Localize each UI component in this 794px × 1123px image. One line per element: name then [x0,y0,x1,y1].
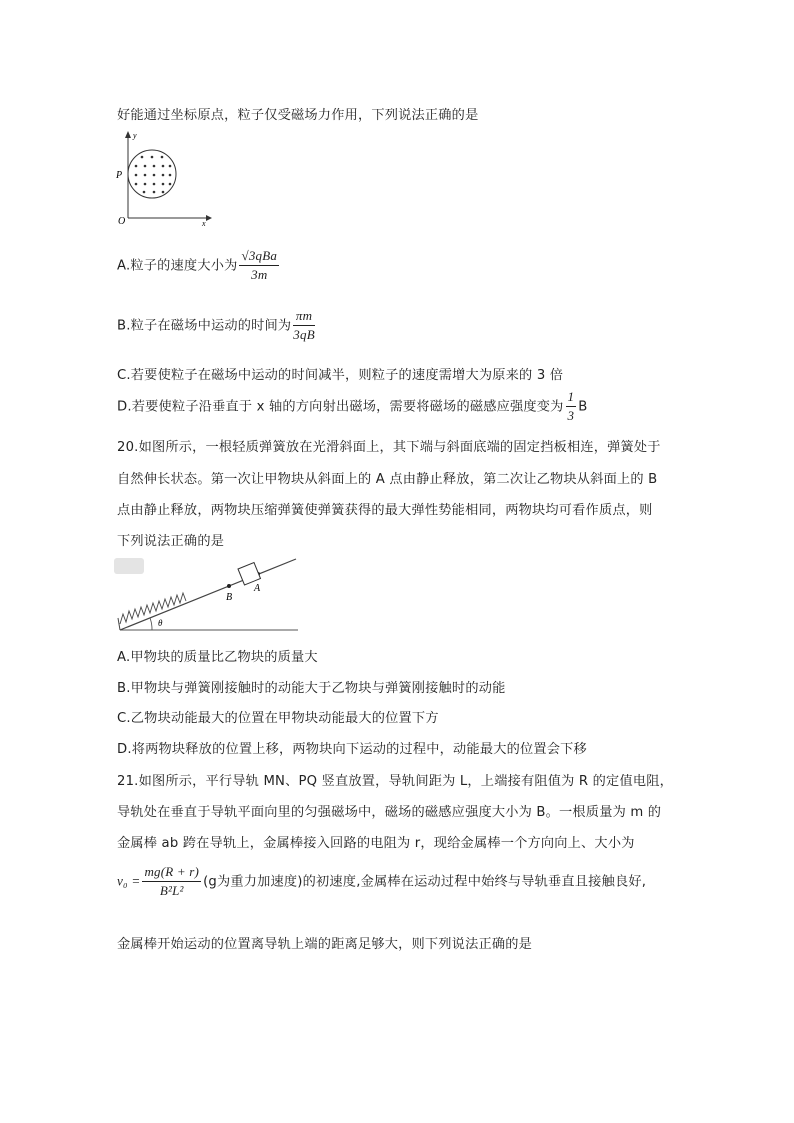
q21-formula-line [117,864,646,899]
q21-stem-line1: 21.如图所示，平行导轨 MN、PQ 竖直放置，导轨间距为 L，上端接有阻值为 R 的定值电阻， [117,774,673,789]
q19-option-b-text: B.粒子在磁场中运动的时间为 [117,318,292,334]
x-label: x [202,219,206,226]
o-label: O [118,216,126,226]
stopper [118,618,120,630]
q20-option-a: A.甲物块的质量比乙物块的质量大 [117,650,318,665]
q20-figure [112,552,302,634]
q21-v0-fraction: $\frac{mg(R + r)}{\text{B²L²}}$ [144,864,200,898]
q19-option-a-fraction: $\frac{\text{√3qBa}}{3m}$ [241,248,278,282]
q19-option-a [117,248,281,283]
point-b [227,584,231,588]
q19-option-d: D.若要使粒子沿垂直于 x 轴的方向射出磁场，需要将磁场的磁感应强度变为 $\frac{1}{3}$ B [117,389,588,423]
point-b-label: B [226,592,233,603]
q21-formula-tail: (g为重力加速度)的初速度,金属棒在运动过程中始终与导轨垂直且接触良好, [203,874,647,890]
q20-stem-line3: 点由静止释放，两物块压缩弹簧使弹簧获得的最大弹性势能相同，两物块均可看作质点，则 [117,503,653,518]
q21-v0-label: v₀ = [117,873,141,889]
q21-stem-line3: 金属棒 ab 跨在导轨上，金属棒接入回路的电阻为 r，现给金属棒一个方向向上、大小为 [117,836,635,851]
q19-option-b [117,308,317,343]
y-label: y [133,131,137,140]
field-dots [135,156,172,194]
point-a-label: A [254,583,261,594]
q20-stem-line1: 20.如图所示，一根轻质弹簧放在光滑斜面上，其下端与斜面底端的固定挡板相连，弹簧处于 [117,440,661,455]
q19-option-d-fraction: $\frac{1}{3}$ [567,389,575,423]
q20-option-c: C.乙物块动能最大的位置在甲物块动能最大的位置下方 [117,711,439,726]
q19-figure [110,128,214,226]
y-axis-arrow [125,131,131,138]
q20-stem-line4: 下列说法正确的是 [117,534,225,549]
incline [120,559,296,630]
p-label: P [116,170,123,181]
q20-stem-line2: 自然伸长状态。第一次让甲物块从斜面上的 A 点由静止释放，第二次让乙物块从斜面上的 B [117,472,658,487]
redaction-mark [114,558,144,574]
q19-option-a-text: A.粒子的速度大小为 [117,258,238,274]
q19-option-d-text: D.若要使粒子沿垂直于 x 轴的方向射出磁场，需要将磁场的磁感应强度变为 [117,399,564,415]
q20-option-d: D.将两物块释放的位置上移，两物块向下运动的过程中，动能最大的位置会下移 [117,742,587,757]
x-axis-arrow [206,215,212,221]
spring [120,593,186,624]
theta-label: θ [158,618,163,628]
q20-option-b: B.甲物块与弹簧刚接触时的动能大于乙物块与弹簧刚接触时的动能 [117,681,506,696]
q19-option-c: C.若要使粒子在磁场中运动的时间减半，则粒子的速度需增大为原来的 3 倍 [117,368,564,383]
q19-intro: 好能通过坐标原点，粒子仅受磁场力作用，下列说法正确的是 [117,108,479,123]
q19-option-b-fraction: $\frac{\pi m}{3qB}$ [293,308,315,342]
q21-stem-line5: 金属棒开始运动的位置离导轨上端的距离足够大，则下列说法正确的是 [117,937,533,952]
q21-stem-line2: 导轨处在垂直于导轨平面向里的匀强磁场中，磁场的磁感应强度大小为 B。一根质量为 m 的 [117,805,662,820]
angle-arc [150,618,152,630]
